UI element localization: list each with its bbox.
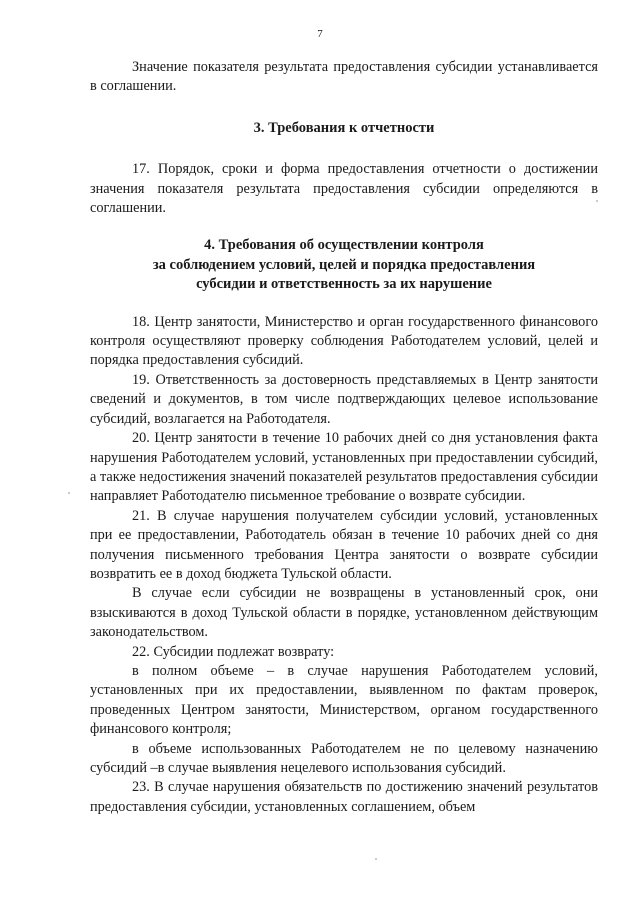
section-3-heading: 3. Требования к отчетности — [253, 119, 435, 136]
section-4-heading-line-3: субсидии и ответственность за их нарушение — [196, 276, 492, 293]
section-4-heading — [90, 236, 598, 294]
paragraph-19: 19. Ответственность за достоверность представляемых в Центр занятости сведений и документов, в том числе подтверждающих целевое использование субсидий, возлагается на Работодателя. — [90, 371, 598, 427]
scan-speck — [375, 858, 377, 860]
paragraph-18: 18. Центр занятости, Министерство и орган государственного финансового контроля осуществляют проверку соблюдения Работодателем условий, целей и порядка предоставления субсидий. — [90, 313, 598, 369]
section-4-heading-line-1: 4. Требования об осуществлении контроля — [204, 237, 484, 254]
document-body — [90, 58, 598, 817]
paragraph-22-partial-volume: в объеме использованных Работодателем не по целевому назначению субсидий –в случае выявления нецелевого использования субсидий. — [90, 740, 598, 776]
paragraph-21: 21. В случае нарушения получателем субсидии условий, установленных при ее предоставлении, Работодатель обязан в течение 10 рабочих дней со дня получения письменного требования Центра занятости о возврате субсидии возвратить ее в доход бюджета Тульской области. — [90, 507, 598, 582]
paragraph-17: 17. Порядок, сроки и форма предоставления отчетности о достижении значения показателя результата предоставления субсидии определяются в соглашении. — [90, 161, 598, 217]
paragraph-21-continued: В случае если субсидии не возвращены в установленный срок, они взыскиваются в доход Тульской области в порядке, установленном действующим законодательством. — [90, 585, 598, 641]
scan-speck — [68, 492, 70, 494]
paragraph-result-value: Значение показателя результата предоставления субсидии устанавливается в соглашении. — [90, 59, 598, 95]
paragraph-22: 22. Субсидии подлежат возврату: — [132, 643, 335, 660]
paragraph-20: 20. Центр занятости в течение 10 рабочих дней со дня установления факта нарушения Работодателем условий, установленных при предоставлении субсидий, а также недостижения значений показателей результатов предоставления субсидии направляет Работодателю письменное требование о возврате субсидии. — [90, 430, 598, 505]
paragraph-23: 23. В случае нарушения обязательств по достижению значений результатов предоставления субсидии, установленных соглашением, объем — [90, 779, 598, 815]
section-4-heading-line-2: за соблюдением условий, целей и порядка предоставления — [152, 256, 536, 273]
scan-speck — [596, 200, 598, 202]
paragraph-22-full-volume: в полном объеме – в случае нарушения Работодателем условий, установленных при их предоставлении, выявленном по фактам проверок, проведенных Центром занятости, Министерством, органом государственного финансового контроля; — [90, 662, 598, 738]
page-number: 7 — [317, 28, 323, 40]
